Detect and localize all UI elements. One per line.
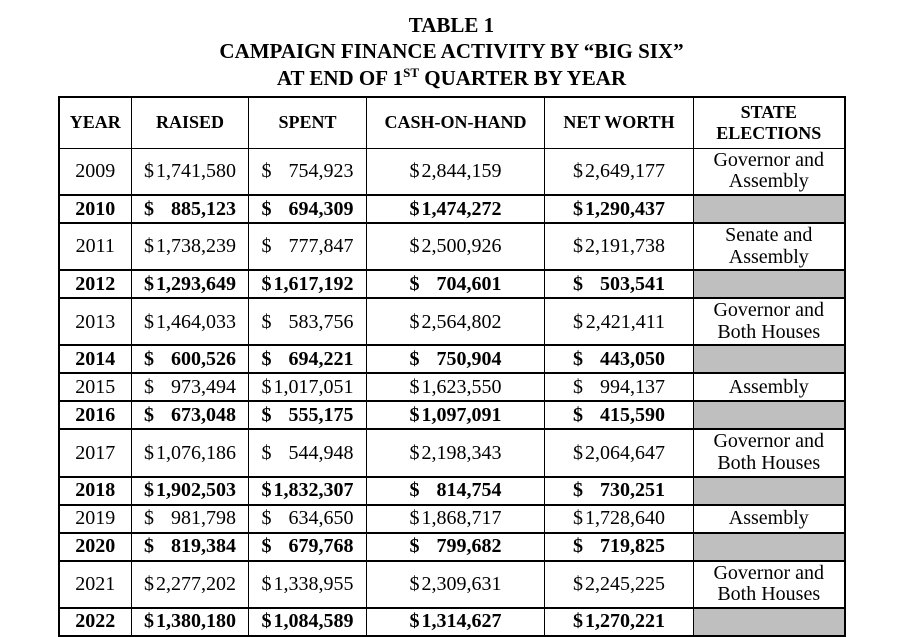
amount-value: 2,564,802 xyxy=(421,310,502,333)
cell-year: 2013 xyxy=(59,298,132,345)
currency-symbol: $ xyxy=(261,376,272,399)
cell-raised xyxy=(132,270,249,298)
currency-symbol: $ xyxy=(261,310,272,333)
cell-spent xyxy=(249,298,367,345)
cell-cash-on-hand xyxy=(367,223,545,270)
amount-value: 1,293,649 xyxy=(156,272,236,295)
cell-year: 2016 xyxy=(59,401,132,429)
amount-value: 2,064,647 xyxy=(585,441,665,464)
cell-spent xyxy=(249,401,367,429)
currency-symbol: $ xyxy=(409,160,420,183)
title-line-1: TABLE 1 xyxy=(408,13,495,37)
table-row-2018 xyxy=(59,477,845,505)
cell-state-elections xyxy=(694,345,845,373)
cell-cash-on-hand xyxy=(367,373,545,401)
currency-symbol: $ xyxy=(261,441,272,464)
currency-symbol: $ xyxy=(144,610,154,633)
cell-cash-on-hand xyxy=(367,148,545,195)
currency-symbol: $ xyxy=(573,310,583,333)
column-header-state-elections: STATE ELECTIONS xyxy=(694,97,845,149)
column-header-cash-on-hand: CASH-ON-HAND xyxy=(367,97,545,149)
column-header-net-worth: NET WORTH xyxy=(545,97,694,149)
cell-net-worth xyxy=(545,298,694,345)
currency-symbol: $ xyxy=(144,160,154,183)
cell-state-elections xyxy=(694,270,845,298)
currency-symbol: $ xyxy=(144,507,154,530)
cell-state-elections xyxy=(694,401,845,429)
currency-symbol: $ xyxy=(144,404,154,427)
cell-year: 2017 xyxy=(59,429,132,476)
amount-value: 2,649,177 xyxy=(585,160,665,183)
amount-value: 1,338,955 xyxy=(273,572,354,595)
amount-value: 1,290,437 xyxy=(585,197,665,220)
cell-spent xyxy=(249,505,367,533)
amount-value: 750,904 xyxy=(436,348,502,371)
currency-symbol: $ xyxy=(573,572,583,595)
cell-year: 2021 xyxy=(59,561,132,608)
cell-raised xyxy=(132,401,249,429)
table-row-2011 xyxy=(59,223,845,270)
currency-symbol: $ xyxy=(573,197,583,220)
cell-net-worth xyxy=(545,195,694,223)
column-header-spent: SPENT xyxy=(249,97,367,149)
cell-year: 2018 xyxy=(59,477,132,505)
currency-symbol: $ xyxy=(409,404,420,427)
currency-symbol: $ xyxy=(261,507,272,530)
amount-value: 443,050 xyxy=(600,348,665,371)
currency-symbol: $ xyxy=(261,535,272,558)
table-row-2009 xyxy=(59,148,845,195)
currency-symbol: $ xyxy=(573,441,583,464)
currency-symbol: $ xyxy=(144,197,154,220)
cell-state-elections: Assembly xyxy=(694,373,845,401)
title-line-3 xyxy=(0,65,903,91)
currency-symbol: $ xyxy=(261,348,272,371)
currency-symbol: $ xyxy=(409,310,420,333)
cell-raised xyxy=(132,608,249,636)
cell-state-elections: Governor and Both Houses xyxy=(694,561,845,608)
title-ordinal-superscript: ST xyxy=(403,64,419,80)
table-row-2020 xyxy=(59,533,845,561)
cell-raised xyxy=(132,373,249,401)
currency-symbol: $ xyxy=(409,507,420,530)
amount-value: 1,017,051 xyxy=(273,376,354,399)
table-row-2014 xyxy=(59,345,845,373)
cell-spent xyxy=(249,561,367,608)
column-header-raised: RAISED xyxy=(132,97,249,149)
currency-symbol: $ xyxy=(144,535,154,558)
cell-cash-on-hand xyxy=(367,533,545,561)
cell-spent xyxy=(249,477,367,505)
currency-symbol: $ xyxy=(409,479,420,502)
cell-state-elections: Governor and Both Houses xyxy=(694,429,845,476)
cell-net-worth xyxy=(545,345,694,373)
currency-symbol: $ xyxy=(261,197,272,220)
cell-net-worth xyxy=(545,561,694,608)
amount-value: 673,048 xyxy=(171,404,236,427)
currency-symbol: $ xyxy=(409,348,420,371)
title-line-2: CAMPAIGN FINANCE ACTIVITY BY “BIG SIX” xyxy=(219,39,684,64)
currency-symbol: $ xyxy=(409,572,420,595)
amount-value: 415,590 xyxy=(600,404,665,427)
amount-value: 1,728,640 xyxy=(585,507,665,530)
table-row-2013 xyxy=(59,298,845,345)
cell-year: 2020 xyxy=(59,533,132,561)
currency-symbol: $ xyxy=(573,535,583,558)
amount-value: 1,741,580 xyxy=(156,160,236,183)
amount-value: 1,474,272 xyxy=(421,197,502,220)
amount-value: 1,623,550 xyxy=(421,376,502,399)
cell-cash-on-hand xyxy=(367,270,545,298)
currency-symbol: $ xyxy=(573,610,583,633)
cell-state-elections xyxy=(694,477,845,505)
amount-value: 1,270,221 xyxy=(585,610,665,633)
currency-symbol: $ xyxy=(409,272,420,295)
amount-value: 799,682 xyxy=(436,535,502,558)
cell-net-worth xyxy=(545,477,694,505)
amount-value: 2,277,202 xyxy=(156,572,236,595)
currency-symbol: $ xyxy=(573,272,583,295)
cell-spent xyxy=(249,148,367,195)
cell-net-worth xyxy=(545,429,694,476)
currency-symbol: $ xyxy=(144,310,154,333)
amount-value: 704,601 xyxy=(436,272,502,295)
table-row-2019 xyxy=(59,505,845,533)
currency-symbol: $ xyxy=(261,404,272,427)
cell-cash-on-hand xyxy=(367,608,545,636)
cell-net-worth xyxy=(545,401,694,429)
amount-value: 2,245,225 xyxy=(585,572,665,595)
cell-spent xyxy=(249,223,367,270)
table-row-2021 xyxy=(59,561,845,608)
amount-value: 994,137 xyxy=(600,376,665,399)
amount-value: 1,832,307 xyxy=(273,479,354,502)
currency-symbol: $ xyxy=(261,160,272,183)
cell-state-elections xyxy=(694,608,845,636)
currency-symbol: $ xyxy=(409,535,420,558)
amount-value: 2,309,631 xyxy=(421,572,502,595)
cell-year: 2022 xyxy=(59,608,132,636)
cell-net-worth xyxy=(545,148,694,195)
cell-spent xyxy=(249,345,367,373)
currency-symbol: $ xyxy=(261,479,272,502)
amount-value: 819,384 xyxy=(171,535,236,558)
cell-cash-on-hand xyxy=(367,298,545,345)
amount-value: 1,380,180 xyxy=(156,610,236,633)
amount-value: 973,494 xyxy=(171,376,236,399)
cell-raised xyxy=(132,223,249,270)
cell-net-worth xyxy=(545,608,694,636)
currency-symbol: $ xyxy=(573,404,583,427)
cell-raised xyxy=(132,505,249,533)
cell-cash-on-hand xyxy=(367,561,545,608)
cell-spent xyxy=(249,533,367,561)
campaign-finance-table xyxy=(58,96,846,637)
cell-state-elections: Governor and Assembly xyxy=(694,148,845,195)
currency-symbol: $ xyxy=(144,479,154,502)
cell-state-elections: Assembly xyxy=(694,505,845,533)
cell-spent xyxy=(249,373,367,401)
cell-year: 2014 xyxy=(59,345,132,373)
cell-net-worth xyxy=(545,505,694,533)
currency-symbol: $ xyxy=(261,235,272,258)
table-row-2015 xyxy=(59,373,845,401)
amount-value: 503,541 xyxy=(600,272,665,295)
currency-symbol: $ xyxy=(409,376,420,399)
currency-symbol: $ xyxy=(144,235,154,258)
currency-symbol: $ xyxy=(573,507,583,530)
cell-net-worth xyxy=(545,533,694,561)
currency-symbol: $ xyxy=(573,479,583,502)
currency-symbol: $ xyxy=(409,197,420,220)
cell-raised xyxy=(132,195,249,223)
amount-value: 1,738,239 xyxy=(156,235,236,258)
currency-symbol: $ xyxy=(144,441,154,464)
amount-value: 885,123 xyxy=(171,197,236,220)
table-title xyxy=(0,0,903,91)
cell-cash-on-hand xyxy=(367,477,545,505)
amount-value: 777,847 xyxy=(288,235,354,258)
amount-value: 1,464,033 xyxy=(156,310,236,333)
cell-net-worth xyxy=(545,270,694,298)
table-header-row xyxy=(59,97,845,149)
amount-value: 1,902,503 xyxy=(156,479,236,502)
cell-raised xyxy=(132,429,249,476)
currency-symbol: $ xyxy=(409,441,420,464)
table-row-2010 xyxy=(59,195,845,223)
currency-symbol: $ xyxy=(144,348,154,371)
table-row-2012 xyxy=(59,270,845,298)
cell-spent xyxy=(249,429,367,476)
amount-value: 719,825 xyxy=(600,535,665,558)
currency-symbol: $ xyxy=(261,572,272,595)
amount-value: 583,756 xyxy=(288,310,354,333)
amount-value: 1,097,091 xyxy=(421,404,502,427)
cell-year: 2010 xyxy=(59,195,132,223)
amount-value: 2,844,159 xyxy=(421,160,502,183)
table-row-2017 xyxy=(59,429,845,476)
table-row-2022 xyxy=(59,608,845,636)
title-line-3-prefix: AT END OF 1 xyxy=(276,65,404,90)
cell-cash-on-hand xyxy=(367,195,545,223)
currency-symbol: $ xyxy=(261,610,272,633)
amount-value: 2,500,926 xyxy=(421,235,502,258)
cell-raised xyxy=(132,148,249,195)
cell-spent xyxy=(249,195,367,223)
cell-year: 2015 xyxy=(59,373,132,401)
currency-symbol: $ xyxy=(144,572,154,595)
amount-value: 2,421,411 xyxy=(585,310,665,333)
column-header-year: YEAR xyxy=(59,97,132,149)
currency-symbol: $ xyxy=(573,348,583,371)
cell-cash-on-hand xyxy=(367,505,545,533)
cell-raised xyxy=(132,298,249,345)
amount-value: 2,191,738 xyxy=(585,235,665,258)
cell-year: 2011 xyxy=(59,223,132,270)
cell-raised xyxy=(132,561,249,608)
cell-year: 2012 xyxy=(59,270,132,298)
currency-symbol: $ xyxy=(573,235,583,258)
amount-value: 694,221 xyxy=(288,348,354,371)
amount-value: 1,076,186 xyxy=(156,441,236,464)
amount-value: 1,868,717 xyxy=(421,507,502,530)
amount-value: 1,084,589 xyxy=(273,610,354,633)
cell-cash-on-hand xyxy=(367,401,545,429)
cell-raised xyxy=(132,477,249,505)
amount-value: 814,754 xyxy=(436,479,502,502)
amount-value: 679,768 xyxy=(288,535,354,558)
cell-net-worth xyxy=(545,223,694,270)
currency-symbol: $ xyxy=(144,272,154,295)
amount-value: 634,650 xyxy=(288,507,354,530)
currency-symbol: $ xyxy=(144,376,154,399)
amount-value: 694,309 xyxy=(288,197,354,220)
amount-value: 1,314,627 xyxy=(421,610,502,633)
title-line-3-suffix: QUARTER BY YEAR xyxy=(419,65,627,90)
cell-spent xyxy=(249,270,367,298)
currency-symbol: $ xyxy=(573,376,583,399)
amount-value: 981,798 xyxy=(171,507,236,530)
cell-raised xyxy=(132,345,249,373)
cell-spent xyxy=(249,608,367,636)
cell-state-elections xyxy=(694,533,845,561)
amount-value: 2,198,343 xyxy=(421,441,502,464)
amount-value: 544,948 xyxy=(288,441,354,464)
cell-state-elections xyxy=(694,195,845,223)
amount-value: 1,617,192 xyxy=(273,272,354,295)
currency-symbol: $ xyxy=(409,610,420,633)
cell-cash-on-hand xyxy=(367,429,545,476)
cell-state-elections: Governor and Both Houses xyxy=(694,298,845,345)
cell-cash-on-hand xyxy=(367,345,545,373)
cell-net-worth xyxy=(545,373,694,401)
currency-symbol: $ xyxy=(409,235,420,258)
cell-year: 2019 xyxy=(59,505,132,533)
currency-symbol: $ xyxy=(573,160,583,183)
cell-raised xyxy=(132,533,249,561)
table-row-2016 xyxy=(59,401,845,429)
amount-value: 754,923 xyxy=(288,160,354,183)
amount-value: 555,175 xyxy=(288,404,354,427)
amount-value: 730,251 xyxy=(600,479,665,502)
currency-symbol: $ xyxy=(261,272,272,295)
cell-state-elections: Senate and Assembly xyxy=(694,223,845,270)
cell-year: 2009 xyxy=(59,148,132,195)
amount-value: 600,526 xyxy=(171,348,236,371)
